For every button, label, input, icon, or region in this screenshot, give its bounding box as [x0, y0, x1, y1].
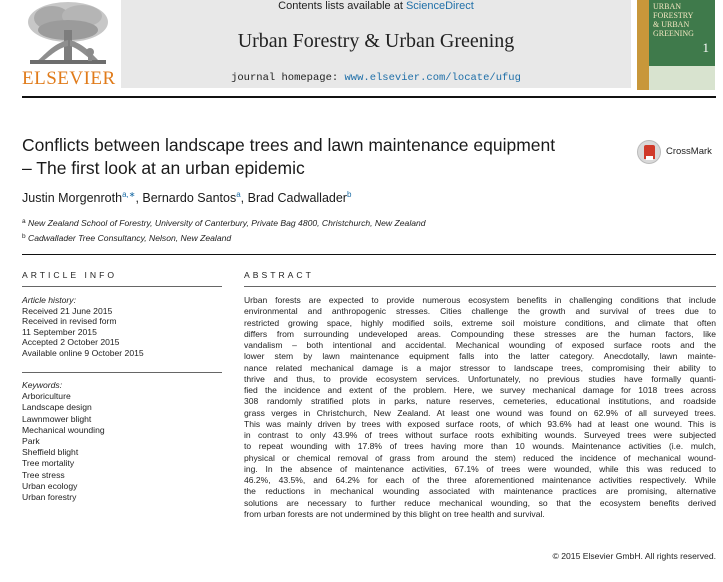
- section-divider: [22, 254, 716, 255]
- journal-title: Urban Forestry & Urban Greening: [237, 30, 515, 52]
- author-affiliation-marks[interactable]: a,∗: [122, 190, 136, 199]
- affiliation-item: [22, 230, 622, 245]
- header-divider: [22, 96, 716, 98]
- copyright-notice: © 2015 Elsevier GmbH. All rights reserved.: [552, 551, 716, 561]
- crossmark-label: CrossMark: [666, 146, 712, 157]
- abstract-line: fied the incidence and extent of the problem. Here, we survey mechanical damage for 1018 trees across: [244, 385, 716, 395]
- journal-band: [121, 0, 631, 88]
- abstract-line: to repeat wounding with 17.8% of trees having more than 10 wounds. Maintenance activities (i.e. mulch,: [244, 441, 716, 452]
- cover-title-line: FORESTRY: [653, 11, 694, 20]
- journal-cover-thumbnail[interactable]: [637, 0, 715, 90]
- abstract-line: restricted growing space, highly modified soils, extreme soil moisture conditions, and climate that often: [244, 317, 716, 328]
- author-link[interactable]: Justin Morgenroth: [22, 191, 123, 205]
- author-affiliation-marks[interactable]: a: [236, 190, 241, 199]
- keyword-item: Park: [22, 436, 40, 447]
- author-link[interactable]: Brad Cadwallader: [247, 191, 347, 205]
- abstract-heading: ABSTRACT: [244, 270, 314, 280]
- article-info-panel: [22, 270, 222, 503]
- homepage-prefix: journal homepage:: [231, 72, 345, 84]
- affiliation-mark: a: [22, 218, 26, 225]
- abstract-line: environmental and anthropogenic stresses. Cities challenge the growth and survival of trees due to: [244, 306, 716, 317]
- cover-title: [653, 2, 713, 38]
- keyword-item: Tree mortality: [22, 458, 75, 469]
- keyword-item: Urban ecology: [22, 480, 78, 491]
- abstract-text: [244, 295, 716, 520]
- abstract-line: 46.2%, 43.5%, and 64.2% for each of the three aforementioned maintenance activities respectively. While: [244, 475, 716, 485]
- contents-prefix: Contents lists available at: [278, 0, 406, 12]
- tree-logo-icon: [22, 0, 114, 70]
- keyword-item: Urban forestry: [22, 492, 77, 503]
- author-link[interactable]: Bernardo Santos: [142, 191, 237, 205]
- cover-image-area: [649, 66, 715, 90]
- publisher-logo[interactable]: [22, 0, 114, 92]
- abstract-line: grass verges in Christchurch, New Zealand. At least one wound was found on 62.9% of all surveyed trees.: [244, 407, 716, 418]
- publisher-name: ELSEVIER: [22, 68, 116, 89]
- abstract-panel: [244, 270, 716, 561]
- journal-homepage-link[interactable]: www.elsevier.com/locate/ufug: [344, 72, 521, 84]
- keyword-item: Lawnmower blight: [22, 413, 92, 424]
- abstract-line: physical or chemical removal of grass from around the stem) reduced the incidence of mechanical wound-: [244, 452, 716, 463]
- affiliation-text: New Zealand School of Forestry, University of Canterbury, Private Bag 4800, Christchurch, New Zealand: [28, 218, 426, 228]
- abstract-line: Urban forests are expected to provide numerous ecosystem benefits in challenging conditions that include: [244, 295, 716, 305]
- history-item: Accepted 2 October 2015: [22, 337, 120, 347]
- abstract-rule: [244, 286, 716, 287]
- article-info-rule: [22, 286, 222, 287]
- history-item: Received in revised form: [22, 316, 117, 326]
- abstract-line: This was mainly driven by trees with exposed surface roots, of which 93.6% had at least one wound. This is: [244, 418, 716, 429]
- crossmark-icon: [637, 140, 661, 164]
- cover-title-line: GREENING: [653, 29, 694, 38]
- abstract-line: lower stem by lawn maintenance equipment falls into the latter category. Anecdotally, lawn mainte-: [244, 351, 716, 362]
- keyword-item: Sheffield blight: [22, 447, 79, 458]
- keywords-list: [22, 380, 222, 503]
- keyword-item: Mechanical wounding: [22, 424, 105, 435]
- cover-title-line: & URBAN: [653, 20, 690, 29]
- author-list: [22, 190, 622, 205]
- article-title: [22, 134, 622, 180]
- sciencedirect-link[interactable]: ScienceDirect: [405, 0, 474, 12]
- affiliation-item: [22, 215, 622, 230]
- abstract-line: ing. In the absence of maintenance activities, 67.1% of trees were wounded, while this was reduced to: [244, 463, 716, 474]
- abstract-line: in contrast to only 43.9% of trees without surface roots exhibiting wounds. Surveyed trees were subjected: [244, 430, 716, 440]
- cover-spine: [637, 0, 649, 90]
- cover-title-line: URBAN: [653, 2, 682, 11]
- abstract-line: differs from surrounding undeveloped areas. Compounding these stresses are the human factors, like: [244, 328, 716, 339]
- history-item: 11 September 2015: [22, 326, 97, 337]
- keywords-rule: [22, 372, 222, 373]
- abstract-line: the reductions in mechanical wounding associated with maintenance practices are promising, alternative: [244, 486, 716, 497]
- article-title-line: – The first look at an urban epidemic: [22, 158, 305, 178]
- keyword-item: Tree stress: [22, 469, 65, 480]
- contents-line: [121, 0, 631, 12]
- crossmark-button[interactable]: [637, 140, 717, 166]
- affiliation-text: Cadwallader Tree Consultancy, Nelson, New Zealand: [28, 233, 232, 243]
- homepage-line: [121, 72, 631, 84]
- journal-header: [0, 0, 723, 96]
- history-item: Available online 9 October 2015: [22, 347, 144, 358]
- cover-issue-number: 1: [702, 40, 709, 55]
- keyword-item: Landscape design: [22, 402, 92, 413]
- abstract-line: from urban forests are not undermined by this blight on tree health and survival.: [244, 508, 545, 519]
- affiliation-mark: b: [22, 233, 26, 240]
- abstract-line: thrive and thus, to provide ecosystem services. Unfortunately, no previous studies have formally quanti-: [244, 373, 716, 384]
- author-separator: ,: [240, 191, 248, 205]
- keyword-item: Arboriculture: [22, 391, 71, 402]
- article-title-line: Conflicts between landscape trees and lawn maintenance equipment: [22, 135, 556, 155]
- author-separator: ,: [135, 191, 143, 205]
- author-affiliation-marks[interactable]: b: [346, 190, 352, 199]
- article-history: [22, 295, 222, 358]
- affiliation-list: [22, 215, 622, 245]
- keywords-label: Keywords:: [22, 380, 63, 390]
- history-label: Article history:: [22, 295, 76, 305]
- article-info-heading: ARTICLE INFO: [22, 270, 118, 280]
- abstract-line: solutions are necessary to further reduce mechanical wounding, so that the ecosystem benefits derived: [244, 497, 716, 508]
- history-item: Received 21 June 2015: [22, 305, 113, 316]
- abstract-line: vandalism – both intentional and accidental. Mechanical wounding of exposed surface roots and the: [244, 340, 716, 350]
- abstract-line: 308 randomly stratified plots in parks, nature reserves, cemeteries, educational institutions, and roadside: [244, 396, 716, 407]
- abstract-line: nance related mechanical damage is a major stressor to landscape trees, compromising their ability to: [244, 362, 716, 373]
